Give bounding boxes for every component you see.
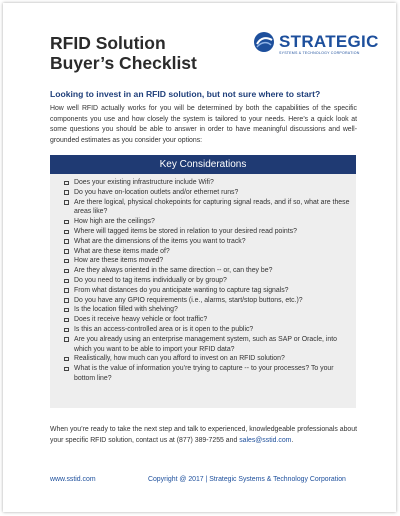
checkbox-icon [64,337,69,342]
contact-period: . [291,436,294,444]
checklist-item: Is this an access-controlled area or is it open to the public? [64,325,356,335]
checkbox-icon [64,259,69,264]
checklist-item: Are there logical, physical chokepoints for capturing signal reads, and if so, what are these areas like? [64,198,356,218]
checklist-item: Does it receive heavy vehicle or foot traffic? [64,315,356,325]
key-considerations-header: Key Considerations [50,155,356,174]
checkbox-icon [64,298,69,303]
title-line-2: Buyer’s Checklist [50,53,197,73]
checklist-item: Do you need to tag items individually or by group? [64,276,356,286]
checklist-item: Do you have on-location outlets and/or ethernet runs? [64,188,356,198]
checklist [50,174,356,384]
checkbox-icon [64,367,69,372]
checkbox-icon [64,318,69,323]
contact-paragraph [50,425,357,446]
checkbox-icon [64,220,69,225]
title-line-1: RFID Solution [50,33,166,53]
checkbox-icon [64,357,69,362]
checklist-item: Is the location filled with shelving? [64,305,356,315]
logo-tagline: SYSTEMS & TECHNOLOGY CORPORATION [279,51,360,55]
checkbox-icon [64,239,69,244]
checklist-item: What are the dimensions of the items you want to track? [64,237,356,247]
checklist-item: Do you have any GPIO requirements (i.e., alarms, start/stop buttons, etc.)? [64,296,356,306]
contact-text: When you’re ready to take the next step and talk to experienced, knowledgeable professionals about your specific RFID solution, contact us at (877) 389-7255 and [50,426,357,444]
checkbox-icon [64,269,69,274]
document-page [3,3,396,512]
checkbox-icon [64,181,69,186]
website-link[interactable]: www.sstid.com [50,476,96,483]
key-considerations-box [50,155,356,408]
checkbox-icon [64,279,69,284]
checkbox-icon [64,308,69,313]
checkbox-icon [64,190,69,195]
checklist-item: Realistically, how much can you afford to invest on an RFID solution? [64,354,356,364]
copyright-notice: Copyright @ 2017 | Strategic Systems & Technology Corporation [148,476,346,483]
checkbox-icon [64,328,69,333]
page-title [50,33,197,73]
checklist-item: How high are the ceilings? [64,217,356,227]
logo-wordmark: STRATEGIC [279,32,379,51]
checkbox-icon [64,230,69,235]
checklist-item: Are you already using an enterprise management system, such as SAP or Oracle, into which you want to be able to import your RFID data? [64,335,356,355]
company-logo [253,29,379,65]
checklist-item: How are these items moved? [64,256,356,266]
logo-swirl-icon [253,31,275,53]
checkbox-icon [64,200,69,205]
checklist-item: What is the value of information you’re trying to capture -- to your processes? To your bottom line? [64,364,356,384]
intro-paragraph: How well RFID actually works for you will be determined by both the capabilities of the specific components you use and how closely the system is tailored to your needs. Here’s a quick look at some questions you should be able to answer in order to have meaningful discussions and well-grounded estimates as you consider your options: [50,105,357,144]
checkbox-icon [64,249,69,254]
intro-heading: Looking to invest in an RFID solution, but not sure where to start? [50,89,321,99]
checkbox-icon [64,288,69,293]
email-link[interactable]: sales@sstid.com [239,436,292,444]
checklist-item: Where will tagged items be stored in relation to your desired read points? [64,227,356,237]
checklist-item: Does your existing infrastructure include Wifi? [64,178,356,188]
checklist-item: Are they always oriented in the same direction -- or, can they be? [64,266,356,276]
checklist-item: From what distances do you anticipate wanting to capture tag signals? [64,286,356,296]
checklist-item: What are these items made of? [64,247,356,257]
